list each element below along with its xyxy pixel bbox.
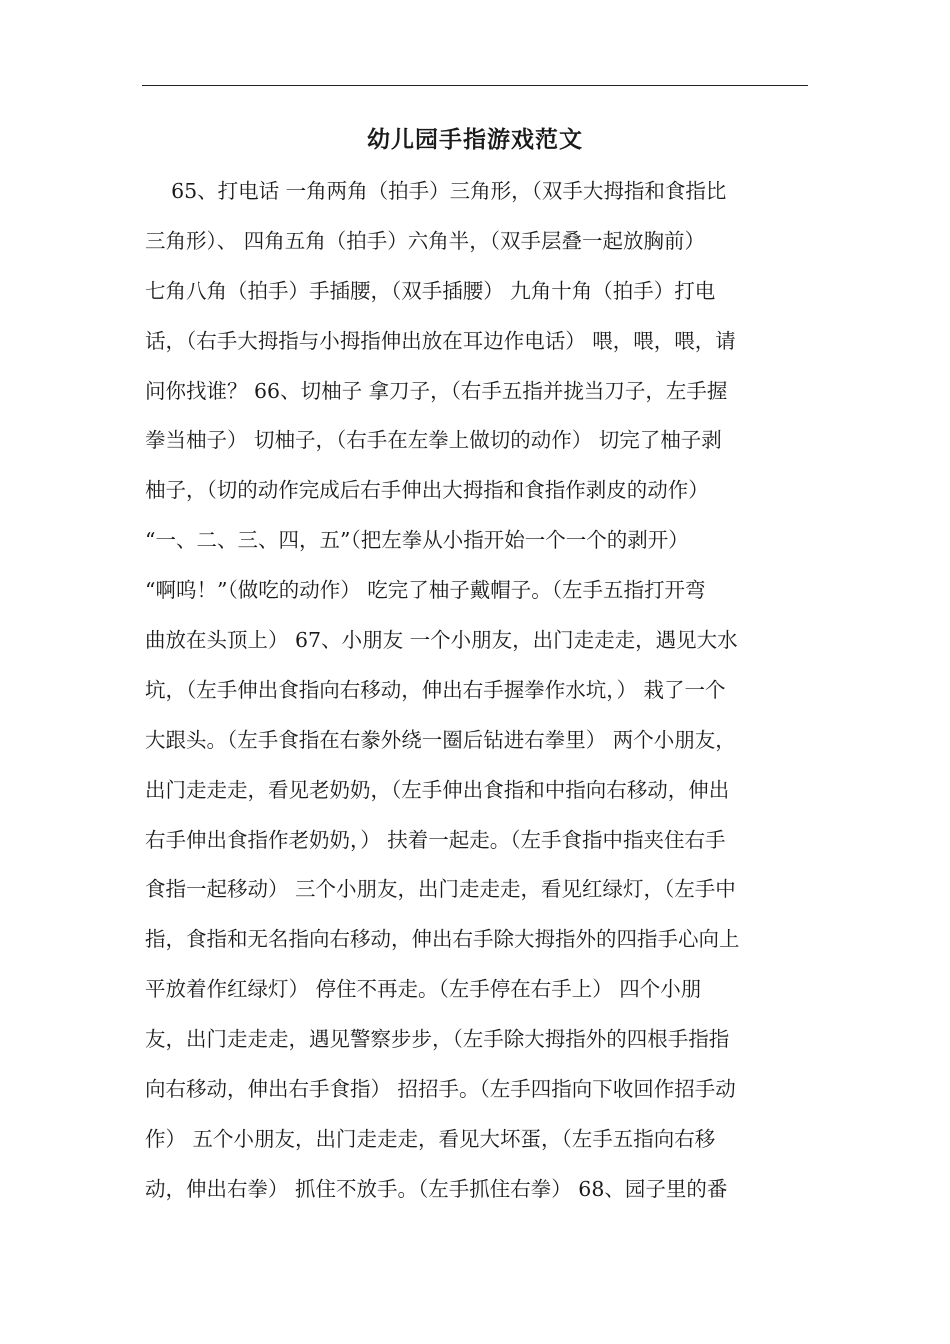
text-line: 柚子，（切的动作完成后右手伸出大拇指和食指作剥皮的动作）: [145, 478, 709, 503]
text-line: 出门走走走，看见老奶奶，（左手伸出食指和中指向右移动，伸出: [145, 777, 730, 802]
text-line: 向右移动，伸出右手食指） 招招手。（左手四指向下收回作招手动: [145, 1077, 736, 1102]
text-line: 动，伸出右拳） 抓住不放手。（左手抓住右拳） 68、园子里的番: [145, 1176, 728, 1201]
text-line: 拳当柚子） 切柚子，（右手在左拳上做切的动作） 切完了柚子剥: [145, 428, 722, 453]
text-line: 友，出门走走走，遇见警察步步，（左手除大拇指外的四根手指指: [145, 1027, 730, 1052]
text-line: “啊呜！”（做吃的动作） 吃完了柚子戴帽子。（左手五指打开弯: [145, 578, 706, 603]
text-line: 三角形）、 四角五角（拍手）六角半，（双手层叠一起放胸前）: [145, 228, 706, 253]
text-line: 坑，（左手伸出食指向右移动，伸出右手握拳作水坑，） 栽了一个: [145, 677, 726, 702]
text-line: 65、打电话 一角两角（拍手）三角形，（双手大拇指和食指比: [145, 179, 727, 203]
text-line: 七角八角（拍手）手插腰，（双手插腰） 九角十角（拍手）打电: [145, 278, 716, 303]
text-line: 平放着作红绿灯） 停住不再走。（左手停在右手上） 四个小朋: [145, 977, 702, 1002]
document-title: 幼儿园手指游戏范文: [367, 127, 583, 153]
header-rule: [142, 85, 808, 86]
text-line: 指，食指和无名指向右移动，伸出右手除大拇指外的四指手心向上: [145, 927, 740, 952]
text-line: 作） 五个小朋友，出门走走走，看见大坏蛋，（左手五指向右移: [145, 1126, 716, 1151]
text-line: 话，（右手大拇指与小拇指伸出放在耳边作电话） 喂，喂，喂，请: [145, 328, 736, 353]
document-body: [145, 167, 825, 1215]
text-line: 大跟头。（左手食指在右豢外绕一圈后钻进右拳里） 两个小朋友，: [145, 727, 736, 752]
text-line: 右手伸出食指作老奶奶，） 扶着一起走。（左手食指中指夹住右手: [145, 827, 726, 852]
text-line: 问你找谁？ 66、切柚子 拿刀子，（右手五指并拢当刀子，左手握: [145, 378, 728, 403]
text-line: 曲放在头顶上） 67、小朋友 一个小朋友，出门走走走，遇见大水: [145, 628, 738, 653]
text-line: “一、二、三、四，五”（把左拳从小指开始一个一个的剥开）: [145, 528, 689, 553]
text-line: 食指一起移动） 三个小朋友，出门走走走，看见红绿灯，（左手中: [145, 877, 736, 902]
